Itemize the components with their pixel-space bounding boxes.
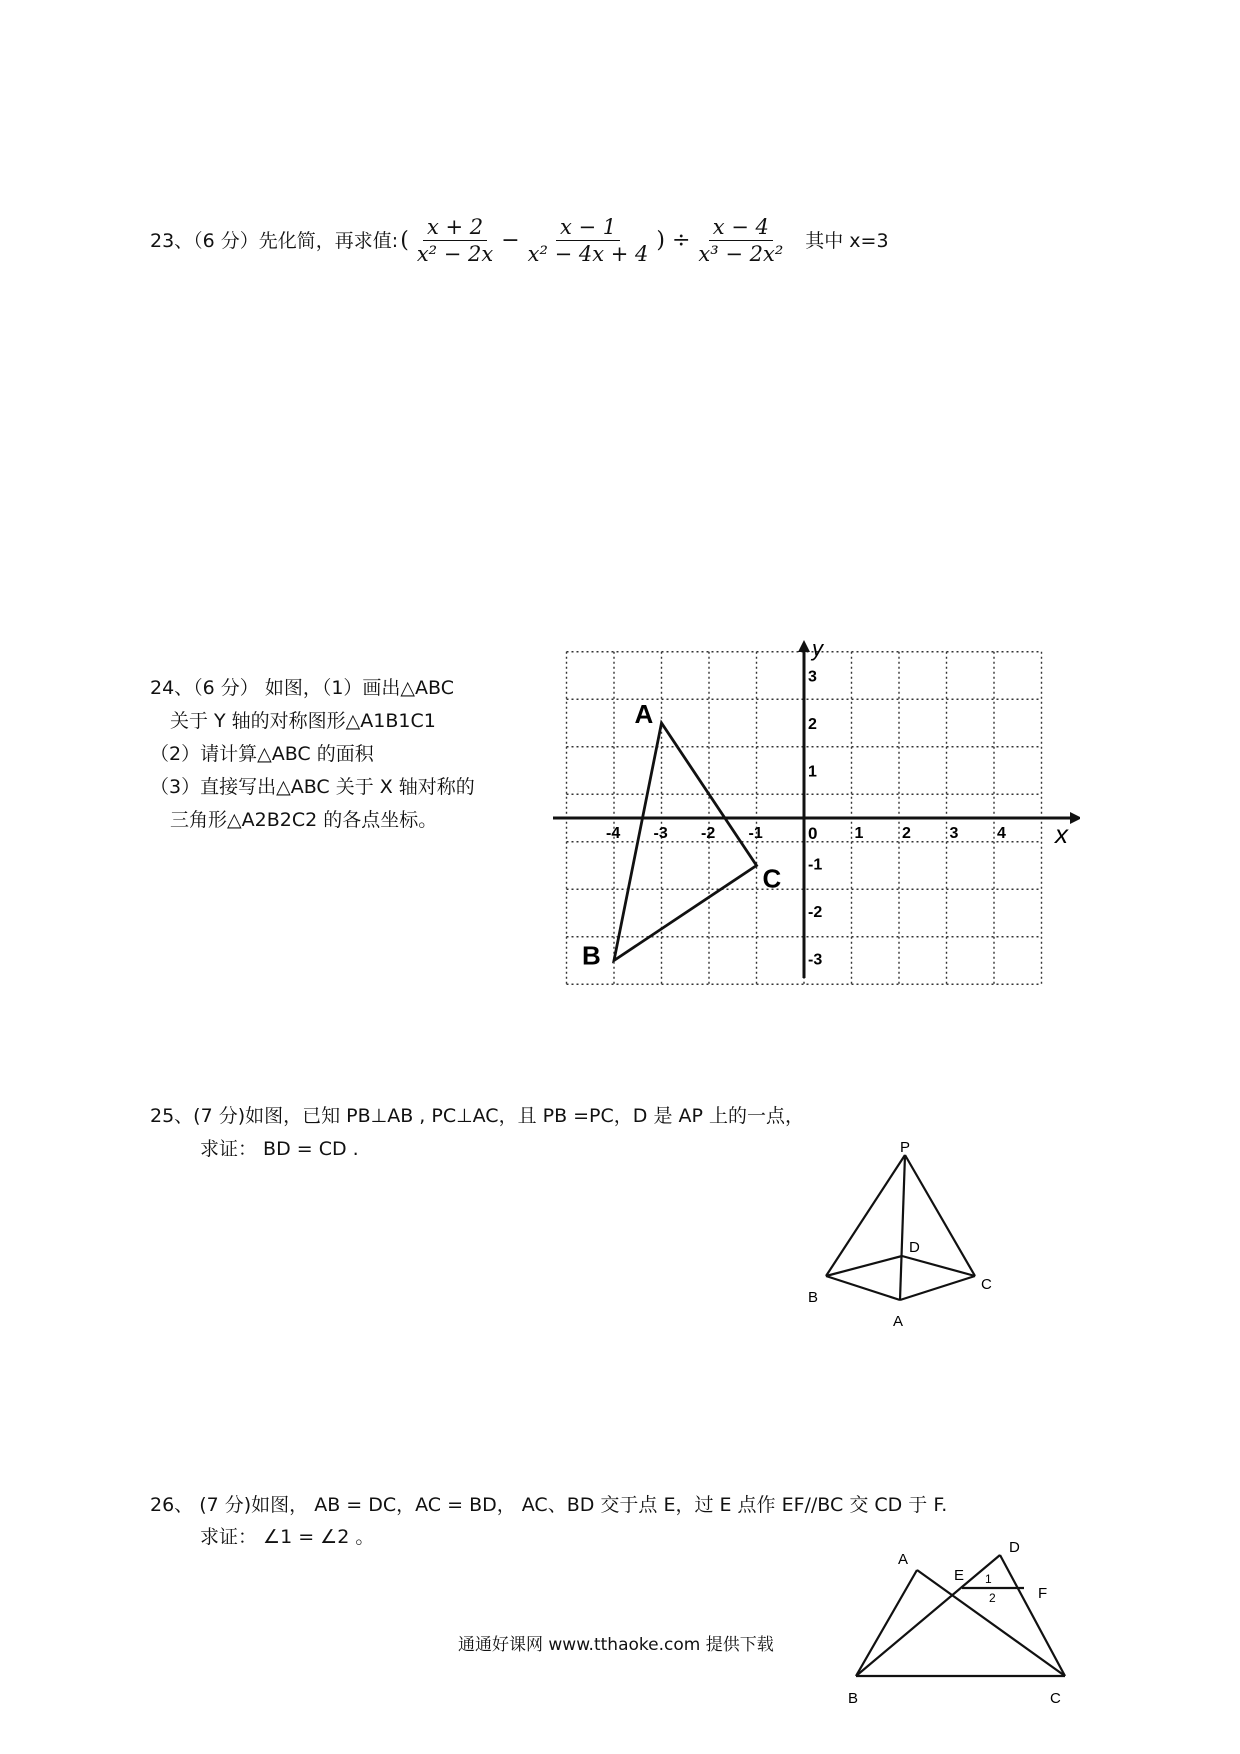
q23-line <box>150 214 889 267</box>
q25-line-2: 求证： BD = CD . <box>200 1138 359 1160</box>
q25-label-d: D <box>909 1239 920 1256</box>
q24-line-1: 24、（6 分） 如图，（1）画出△ABC <box>150 677 455 699</box>
q26-label-c: C <box>1050 1690 1061 1707</box>
q23-open-paren: ( <box>400 228 409 253</box>
y-tick-label: -2 <box>808 904 823 921</box>
q23-f2-denominator: x² − 4x + 4 <box>527 242 649 266</box>
y-tick-label: 3 <box>808 668 817 686</box>
q25-line-1: 25、(7 分)如图，已知 PB⊥AB , PC⊥AC，且 PB =PC，D 是 AP 上的一点， <box>150 1105 804 1127</box>
x-tick-label: 1 <box>854 825 864 842</box>
q25-label-a: A <box>893 1313 904 1330</box>
q23-f1-numerator: x + 2 <box>423 214 487 241</box>
q23-close-divide: ) ÷ <box>656 228 691 253</box>
q25-label-p: P <box>900 1139 911 1156</box>
footer-text: 通通好课网 www.tthaoke.com 提供下载 <box>458 1635 774 1655</box>
q25-figure <box>800 1130 1000 1340</box>
y-tick-label: -1 <box>808 856 823 874</box>
y-tick-label: 1 <box>808 763 817 781</box>
q26-label-d: D <box>1009 1539 1020 1556</box>
q26-line-1: 26、 (7 分)如图， AB = DC，AC = BD， AC、BD 交于点 E，过 E 点作 EF//BC 交 CD 于 F. <box>150 1494 948 1516</box>
q24-coordinate-graph <box>540 630 1080 990</box>
q23-fraction-2 <box>524 214 653 267</box>
q24-line-2: 关于 Y 轴的对称图形△A1B1C1 <box>170 710 436 732</box>
q24-line-4: （3）直接写出△ABC 关于 X 轴对称的 <box>150 776 475 798</box>
vertex-label-c: C <box>762 863 782 894</box>
q25-figure-lines <box>826 1155 975 1300</box>
q24-axis-y-label: y <box>812 636 823 661</box>
q24-origin-label: 0 <box>808 824 818 843</box>
triangle-abc-outline <box>614 723 757 961</box>
x-tick-label: -3 <box>653 825 668 842</box>
q23-fraction-1 <box>413 214 497 267</box>
vertex-label-b: B <box>582 940 601 971</box>
y-tick-label: -3 <box>808 951 823 969</box>
x-tick-label: 3 <box>949 825 959 842</box>
x-tick-label: 2 <box>902 825 911 842</box>
q23-f3-denominator: x³ − 2x² <box>698 242 784 266</box>
x-tick-label: -2 <box>701 825 716 842</box>
q26-figure <box>840 1520 1070 1710</box>
q24-line-5: 三角形△A2B2C2 的各点坐标。 <box>170 809 438 831</box>
q25-label-b: B <box>808 1289 819 1306</box>
q26-label-e: E <box>954 1567 965 1584</box>
q26-label-b: B <box>848 1690 859 1707</box>
vertex-label-a: A <box>634 699 654 729</box>
q26-angle-2-label: 2 <box>989 1591 996 1605</box>
x-tick-label: -1 <box>748 825 763 842</box>
q24-axes <box>553 636 1080 978</box>
q23-fraction-3 <box>694 214 787 267</box>
y-tick-label: 2 <box>808 716 817 733</box>
x-tick-label: -4 <box>606 825 621 842</box>
q24-line-3: （2）请计算△ABC 的面积 <box>150 743 374 765</box>
q23-f3-numerator: x − 4 <box>709 214 773 241</box>
q25-label-c: C <box>981 1276 992 1293</box>
q24-axis-x-label: x <box>1055 819 1068 849</box>
q26-label-f: F <box>1038 1585 1048 1602</box>
q23-minus: − <box>501 228 520 253</box>
q23-f2-numerator: x − 1 <box>556 214 620 241</box>
q26-line-2: 求证： ∠1 = ∠2 。 <box>200 1526 375 1548</box>
x-tick-label: 4 <box>997 825 1006 842</box>
q23-suffix: 其中 x=3 <box>805 229 889 252</box>
q26-label-a: A <box>898 1551 909 1568</box>
q26-angle-1-label: 1 <box>985 1572 992 1586</box>
q23-prefix: 23、（6 分）先化简，再求值: <box>150 229 399 252</box>
q23-f1-denominator: x² − 2x <box>416 242 494 266</box>
